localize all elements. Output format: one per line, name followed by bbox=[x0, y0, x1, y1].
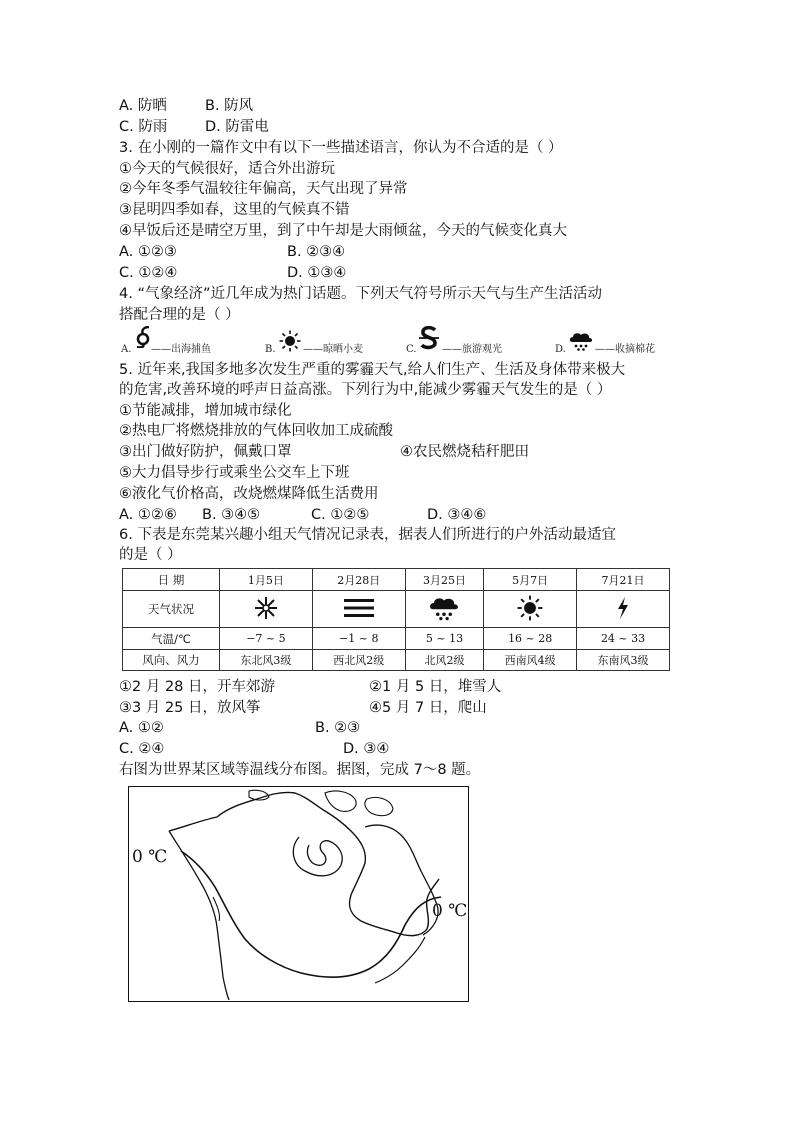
sun-icon bbox=[279, 330, 301, 352]
q6-item-1: ①2 月 28 日，开车郊游 bbox=[119, 679, 276, 695]
q5-items-row bbox=[119, 442, 529, 462]
q6-item-2: ②1 月 5 日，堆雪人 bbox=[369, 679, 502, 695]
q4-option-a-letter: A. bbox=[121, 344, 132, 355]
q4-stem-line1: 4. “气象经济”近几年成为热门话题。下列天气符号所示天气与生产生活活动 bbox=[119, 286, 602, 302]
q6-options-row1 bbox=[119, 718, 361, 738]
q5-options bbox=[119, 505, 487, 525]
q6-item-3: ③3 月 25 日，放风筝 bbox=[119, 700, 261, 716]
table-row-temperature bbox=[123, 628, 670, 650]
table-cell bbox=[220, 591, 313, 628]
q5-option-c: C. ①②⑤ bbox=[311, 507, 370, 523]
q3-item-4: ④早饭后还是晴空万里，到了中午却是大雨倾盆，今天的气候变化真大 bbox=[119, 223, 567, 239]
table-cell: 东北风3级 bbox=[220, 650, 313, 671]
rain-icon bbox=[429, 595, 459, 621]
table-cell: −1 ~ 8 bbox=[312, 628, 405, 650]
q5-item-6: ⑥液化气价格高，改烧燃煤降低生活费用 bbox=[119, 486, 379, 502]
q3-item-3: ③昆明四季如春，这里的气候真不错 bbox=[119, 202, 350, 218]
q6-items-row1 bbox=[119, 677, 502, 697]
isotherm-label-east: 0 ℃ bbox=[432, 901, 468, 921]
q3-item-2: ②今年冬季气温较往年偏高，天气出现了异常 bbox=[119, 181, 408, 197]
table-cell: 7月21日 bbox=[577, 569, 670, 591]
q2-option-d: D. 防雷电 bbox=[205, 119, 269, 135]
table-row-weather bbox=[123, 591, 670, 628]
q4-option-a-text: ——出海捕鱼 bbox=[151, 344, 211, 355]
table-cell bbox=[484, 591, 577, 628]
q5-option-d: D. ③④⑥ bbox=[427, 507, 487, 523]
q6-option-c: C. ②④ bbox=[119, 741, 165, 757]
table-header-temperature: 气温/℃ bbox=[123, 628, 220, 650]
q3-option-c: C. ①②④ bbox=[119, 265, 178, 281]
table-cell: 北风2级 bbox=[405, 650, 484, 671]
rain-icon bbox=[569, 331, 593, 351]
table-header-weather: 天气状况 bbox=[123, 591, 220, 628]
q2-option-a: A. 防晒 bbox=[119, 98, 167, 114]
table-header-wind: 风向、风力 bbox=[123, 650, 220, 671]
q3-option-b: B. ②③④ bbox=[287, 244, 346, 260]
q3-options-row2 bbox=[119, 263, 347, 283]
q2-options-row2 bbox=[119, 117, 269, 137]
q6-stem-line1: 6. 下表是东莞某兴趣小组天气情况记录表，据表人们所进行的户外活动最适宜 bbox=[119, 527, 616, 543]
q4-option-d-letter: D. bbox=[555, 344, 566, 355]
table-cell: 1月5日 bbox=[220, 569, 313, 591]
table-cell: 2月28日 bbox=[312, 569, 405, 591]
q2-options-row1 bbox=[119, 96, 254, 116]
q4-stem-line2: 搭配合理的是（ ） bbox=[119, 307, 240, 323]
north-america-outline bbox=[129, 787, 467, 1000]
table-cell: 西北风2级 bbox=[312, 650, 405, 671]
q5-option-b: B. ③④⑤ bbox=[202, 507, 261, 523]
table-cell bbox=[312, 591, 405, 628]
fog-icon bbox=[344, 598, 374, 618]
q5-item-5: ⑤大力倡导步行或乘坐公交车上下班 bbox=[119, 465, 350, 481]
q3-options-row1 bbox=[119, 242, 346, 262]
q6-stem-line2: 的是（ ） bbox=[119, 547, 182, 563]
table-header-date: 日 期 bbox=[123, 569, 220, 591]
table-cell bbox=[405, 591, 484, 628]
isotherm-label-west: 0 ℃ bbox=[132, 847, 168, 867]
q2-option-b: B. 防风 bbox=[205, 98, 254, 114]
q3-stem: 3. 在小刚的一篇作文中有以下一些描述语言，你认为不合适的是（ ） bbox=[119, 140, 563, 156]
q4-option-b bbox=[265, 340, 363, 360]
q3-item-1: ①今天的气候很好，适合外出游玩 bbox=[119, 161, 335, 177]
typhoon-icon bbox=[135, 326, 151, 348]
q5-item-3: ③出门做好防护，佩戴口罩 bbox=[119, 444, 292, 460]
q6-options-row2 bbox=[119, 739, 390, 759]
q6-option-d: D. ③④ bbox=[343, 741, 390, 757]
table-cell: 5 ~ 13 bbox=[405, 628, 484, 650]
table-cell: 东南风3级 bbox=[577, 650, 670, 671]
q4-option-d bbox=[555, 340, 655, 360]
q4-option-b-letter: B. bbox=[265, 344, 276, 355]
q3-option-d: D. ①③④ bbox=[287, 265, 347, 281]
q7-8-intro: 右图为世界某区域等温线分布图。据图，完成 7～8 题。 bbox=[119, 762, 481, 778]
table-cell: −7 ~ 5 bbox=[220, 628, 313, 650]
thunder-icon bbox=[616, 597, 630, 619]
q4-option-c-letter: C. bbox=[406, 344, 417, 355]
q4-option-a bbox=[121, 340, 211, 360]
table-row-wind bbox=[123, 650, 670, 671]
q4-option-b-text: ——晾晒小麦 bbox=[303, 344, 363, 355]
q4-option-d-text: ——收摘棉花 bbox=[595, 344, 655, 355]
q4-option-c bbox=[406, 340, 502, 360]
q5-item-4: ④农民燃烧秸秆肥田 bbox=[400, 444, 529, 460]
q2-option-c: C. 防雨 bbox=[119, 119, 168, 135]
table-cell: 3月25日 bbox=[405, 569, 484, 591]
q6-item-4: ④5 月 7 日，爬山 bbox=[369, 700, 487, 716]
q6-option-b: B. ②③ bbox=[315, 720, 361, 736]
q6-items-row2 bbox=[119, 698, 487, 718]
q6-option-a: A. ①② bbox=[119, 720, 164, 736]
q5-stem-line2: 的危害,改善环境的呼声日益高涨。下列行为中,能减少雾霾天气发生的是（ ） bbox=[119, 382, 612, 398]
q5-option-a: A. ①②⑥ bbox=[119, 507, 177, 523]
q4-options bbox=[119, 330, 679, 356]
isotherm-map bbox=[128, 786, 469, 1002]
table-cell: 16 ~ 28 bbox=[484, 628, 577, 650]
q3-option-a: A. ①②③ bbox=[119, 244, 177, 260]
weather-record-table bbox=[122, 568, 670, 671]
q5-stem-line1: 5. 近年来,我国多地多次发生严重的雾霾天气,给人们生产、生活及身体带来极大 bbox=[119, 362, 626, 378]
sun-icon bbox=[517, 595, 543, 621]
table-cell: 5月7日 bbox=[484, 569, 577, 591]
q4-option-c-text: ——旅游观光 bbox=[442, 344, 502, 355]
table-cell: 西南风4级 bbox=[484, 650, 577, 671]
table-cell: 24 ~ 33 bbox=[577, 628, 670, 650]
snow-icon bbox=[254, 596, 278, 620]
q5-item-1: ①节能减排，增加城市绿化 bbox=[119, 403, 292, 419]
table-cell bbox=[577, 591, 670, 628]
sandstorm-icon bbox=[419, 326, 439, 350]
table-row-date bbox=[123, 569, 670, 591]
q5-item-2: ②热电厂将燃烧排放的气体回收加工成硫酸 bbox=[119, 423, 393, 439]
